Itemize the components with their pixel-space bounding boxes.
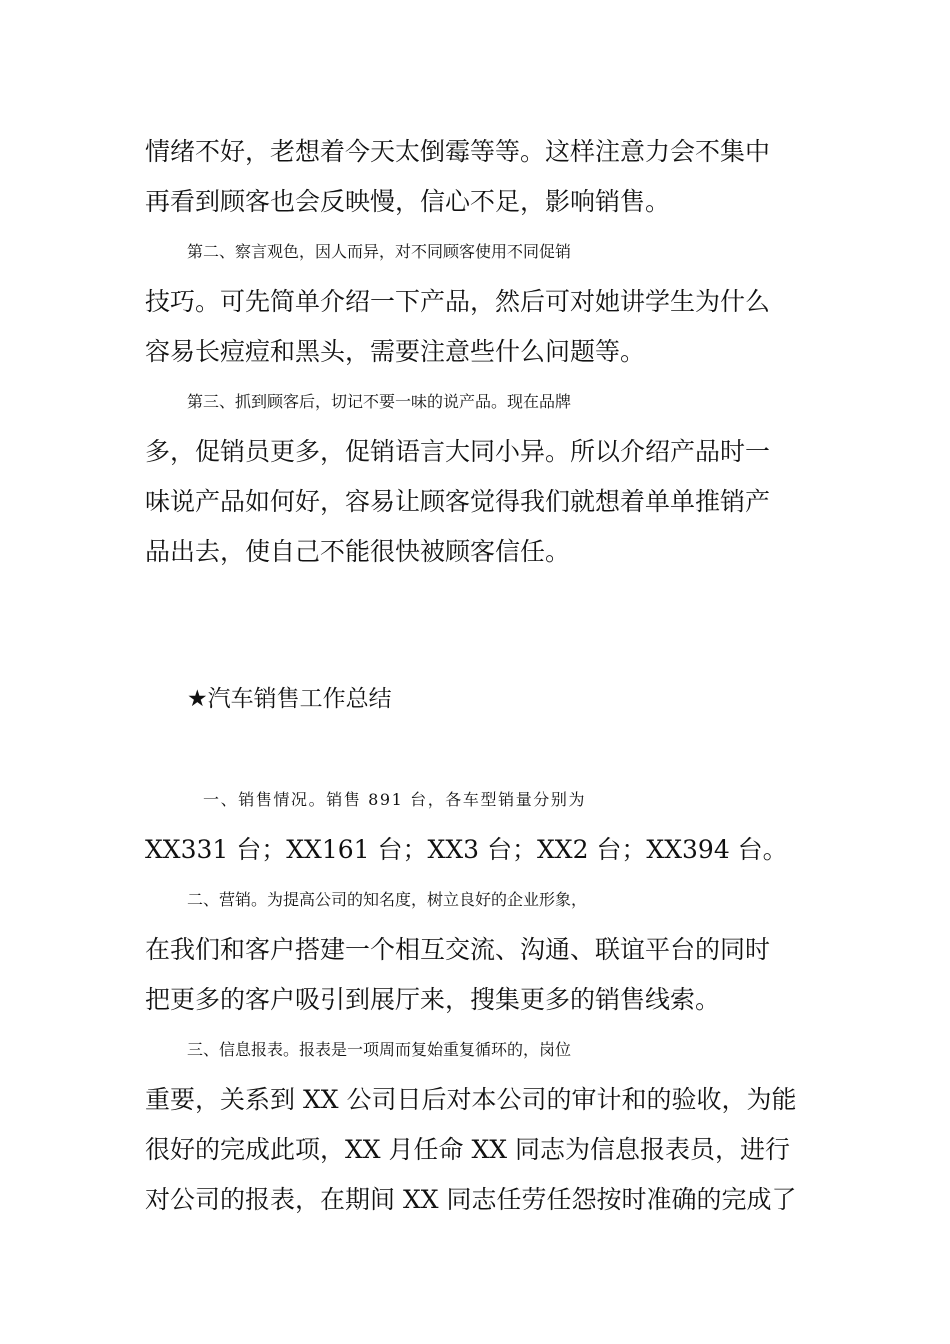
- paragraph-line: 很好的完成此项，XX 月任命 XX 同志为信息报表员，进行: [145, 1135, 791, 1164]
- paragraph-line: XX331 台；XX161 台；XX3 台；XX2 台；XX394 台。: [145, 835, 788, 864]
- paragraph-line: 第三、抓到顾客后，切记不要一味的说产品。现在品牌: [187, 392, 572, 411]
- paragraph-line: 多，促销员更多，促销语言大同小异。所以介绍产品时一: [145, 437, 771, 466]
- paragraph-line: 对公司的报表，在期间 XX 同志任劳任怨按时准确的完成了: [145, 1185, 797, 1214]
- paragraph-line: 技巧。可先简单介绍一下产品，然后可对她讲学生为什么: [145, 287, 771, 316]
- paragraph-line: 重要，关系到 XX 公司日后对本公司的审计和的验收，为能: [145, 1085, 797, 1114]
- section-heading: ★汽车销售工作总结: [187, 686, 392, 712]
- paragraph-line: 把更多的客户吸引到展厅来，搜集更多的销售线索。: [145, 985, 721, 1014]
- paragraph-line: 在我们和客户搭建一个相互交流、沟通、联谊平台的同时: [145, 935, 771, 964]
- paragraph-line: 再看到顾客也会反映慢，信心不足，影响销售。: [145, 187, 671, 216]
- paragraph-line: 品出去，使自己不能很快被顾客信任。: [145, 537, 571, 566]
- paragraph-line: 三、信息报表。报表是一项周而复始重复循环的，岗位: [187, 1040, 572, 1059]
- paragraph-line: 二、营销。为提高公司的知名度，树立良好的企业形象，: [187, 890, 588, 909]
- paragraph-line: 情绪不好，老想着今天太倒霉等等。这样注意力会不集中: [145, 137, 771, 166]
- paragraph-line: 一、销售情况。销售 891 台，各车型销量分别为: [203, 790, 587, 809]
- paragraph-line: 味说产品如何好，容易让顾客觉得我们就想着单单推销产: [145, 487, 771, 516]
- paragraph-line: 容易长痘痘和黑头，需要注意些什么问题等。: [145, 337, 646, 366]
- paragraph-line: 第二、察言观色，因人而异，对不同顾客使用不同促销: [187, 242, 572, 261]
